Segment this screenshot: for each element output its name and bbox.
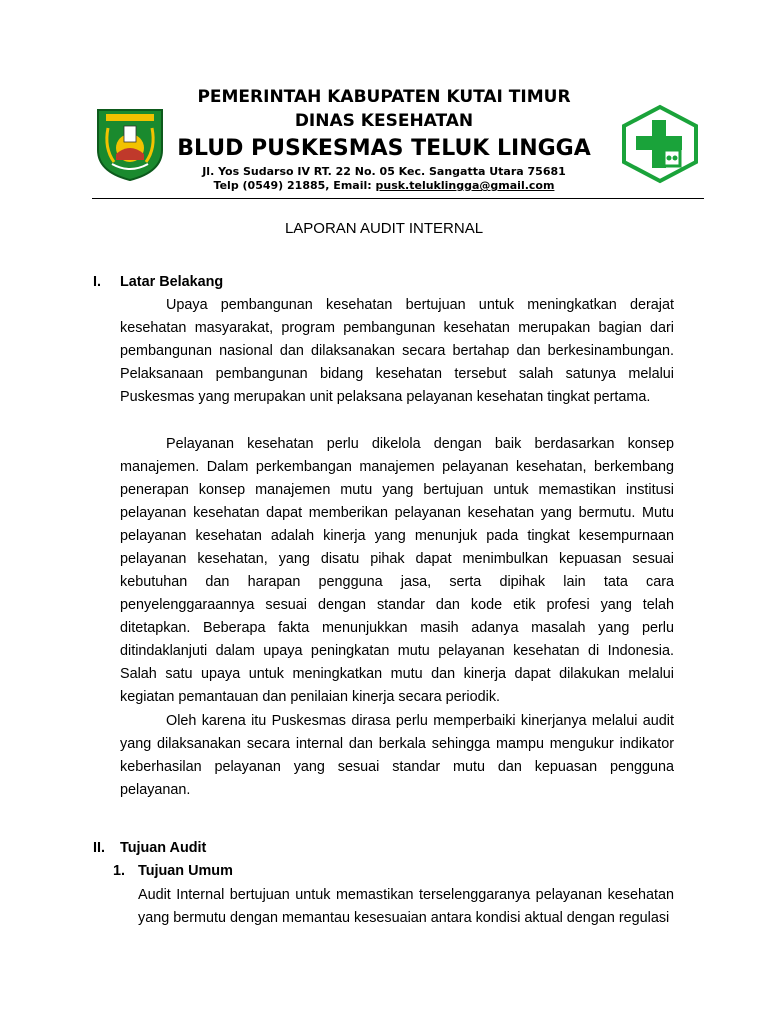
document-title: LAPORAN AUDIT INTERNAL bbox=[284, 220, 484, 237]
contact-phone: Telp (0549) 21885, Email: bbox=[213, 179, 376, 192]
letterhead-institution: BLUD PUSKESMAS TELUK LINGGA bbox=[177, 136, 591, 161]
letterhead-address: Jl. Yos Sudarso IV RT. 22 No. 05 Kec. Sangatta Utara 75681 bbox=[202, 165, 566, 178]
section-1-paragraph-2: Pelayanan kesehatan perlu dikelola dengan baik berdasarkan konsep manajemen. Dalam perkembangan manajemen pelayanan kesehatan, berkembang penerapan konsep manajemen mutu yang bertujuan untuk memastikan institusi pelayanan kesehatan dapat memberikan pelayanan kesehatan yang bermutu. Mutu pelayanan kesehatan adalah kinerja yang menunjuk pada tingkat kesempurnaan pelayanan kesehatan, yang disatu pihak dapat menimbulkan kepuasan sesuai kebutuhan dan harapan pengguna jasa, serta dipihak lain tata cara penyelenggaraannya sesuai dengan standar dan kode etik profesi yang telah ditetapkan. Beberapa fakta menunjukkan masih adanya masalah yang perlu ditindaklanjuti dalam upaya peningkatan mutu pelayanan kesehatan di Indonesia. Salah satu upaya untuk meningkatkan mutu dan kinerja dapat dilakukan melalui kegiatan pemantauan dan penilaian kinerja secara periodik. bbox=[120, 436, 674, 705]
letterhead-contact bbox=[0, 179, 768, 192]
letterhead-government: PEMERINTAH KABUPATEN KUTAI TIMUR bbox=[197, 87, 571, 107]
section-1-paragraph-3: Oleh karena itu Puskesmas dirasa perlu memperbaiki kinerjanya melalui audit yang dilaksanakan secara internal dan berkala sehingga mampu mengukur indikator keberhasilan pelayanan yang sesuai standar mutu dan kepuasan pengguna pelayanan. bbox=[120, 713, 674, 798]
section-1-number: I. bbox=[93, 274, 101, 290]
section-1-title: Latar Belakang bbox=[120, 274, 224, 290]
section-1-paragraph-1: Upaya pembangunan kesehatan bertujuan untuk meningkatkan derajat kesehatan masyarakat, program pembangunan kesehatan merupakan bagian dari pembangunan nasional dan dilaksanakan secara bertahap dan berkesinambungan. Pelaksanaan pembangunan bidang kesehatan tersebut salah satunya melalui Puskesmas yang merupakan unit pelaksana pelayanan kesehatan tingkat pertama. bbox=[120, 297, 674, 405]
letterhead-department: DINAS KESEHATAN bbox=[294, 111, 474, 131]
subsection-1-paragraph: Audit Internal bertujuan untuk memastikan terselenggaranya pelayanan kesehatan yang bermutu dengan memantau kesesuaian antara kondisi aktual dengan regulasi bbox=[138, 887, 674, 926]
section-2-number: II. bbox=[93, 840, 105, 856]
section-2-title: Tujuan Audit bbox=[120, 840, 207, 856]
contact-email-link[interactable]: pusk.teluklingga@gmail.com bbox=[375, 179, 555, 192]
letterhead-divider bbox=[92, 198, 704, 199]
subsection-1-number: 1. bbox=[113, 863, 126, 879]
subsection-1-title: Tujuan Umum bbox=[138, 863, 233, 879]
